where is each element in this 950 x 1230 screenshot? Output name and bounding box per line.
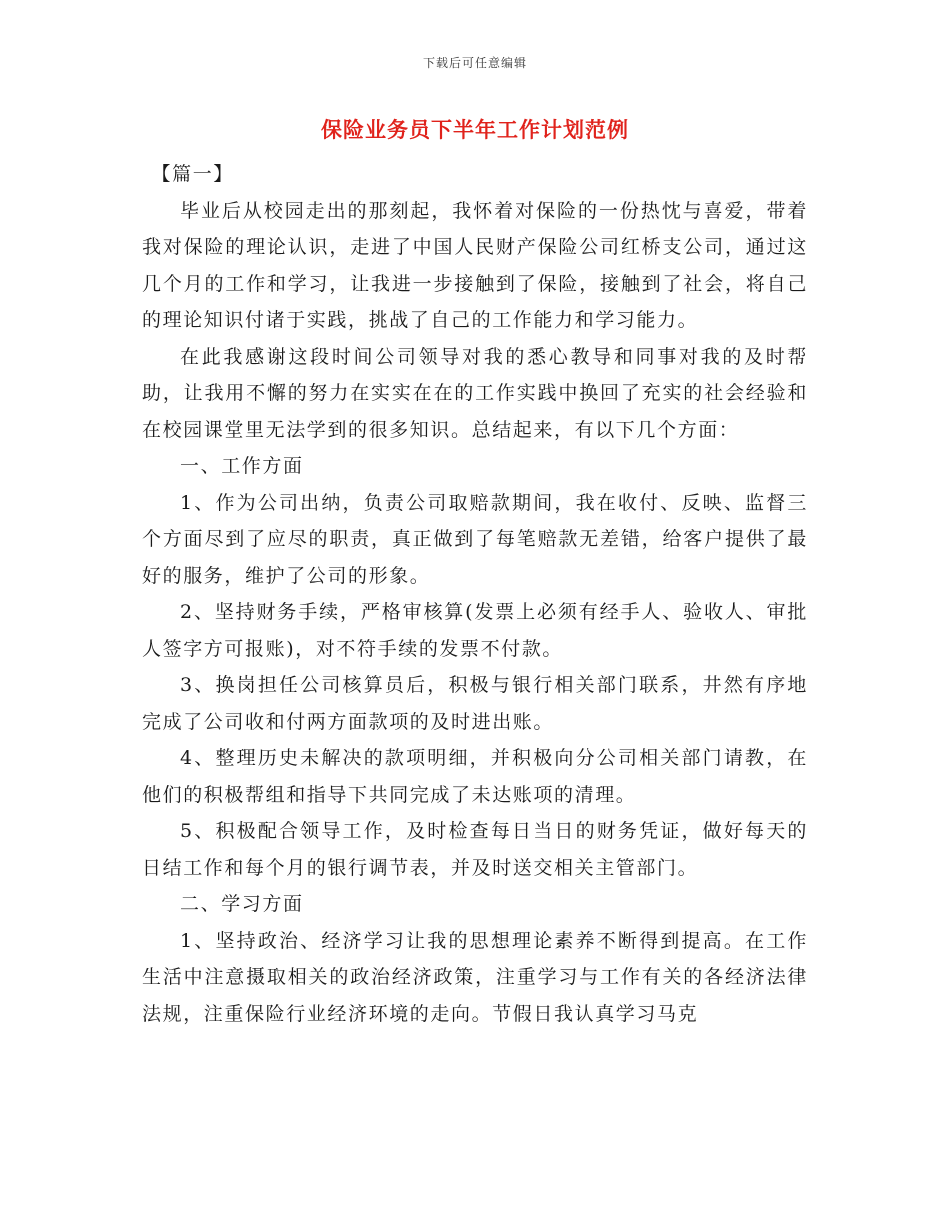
paragraph-work-3: 3、换岗担任公司核算员后，积极与银行相关部门联系，井然有序地完成了公司收和付两方面款项的及时进出账。 (142, 674, 808, 733)
paragraph-work-1: 1、作为公司出纳，负责公司取赔款期间，我在收付、反映、监督三个方面尽到了应尽的职责，真正做到了每笔赔款无差错，给客户提供了最好的服务，维护了公司的形象。 (142, 491, 808, 587)
heading-study: 二、学习方面 (180, 893, 304, 915)
document-title: 保险业务员下半年工作计划范例 (321, 117, 629, 142)
header-note: 下载后可任意编辑 (422, 56, 527, 70)
heading-work: 一、工作方面 (180, 455, 304, 477)
paragraph-work-5: 5、积极配合领导工作，及时检查每日当日的财务凭证，做好每天的日结工作和每个月的银行调节表，并及时送交相关主管部门。 (142, 820, 808, 879)
paragraph-thanks: 在此我感谢这段时间公司领导对我的悉心教导和同事对我的及时帮助，让我用不懈的努力在实实在在的工作实践中换回了充实的社会经验和在校园课堂里无法学到的很多知识。总结起来，有以下几个方面： (142, 345, 808, 441)
paragraph-work-2: 2、坚持财务手续，严格审核算(发票上必须有经手人、验收人、审批人签字方可报账)，对不符手续的发票不付款。 (142, 601, 808, 660)
paragraph-study-1: 1、坚持政治、经济学习让我的思想理论素养不断得到提高。在工作生活中注意摄取相关的政治经济政策，注重学习与工作有关的各经济法律法规，注重保险行业经济环境的走向。节假日我认真学习马克 (142, 929, 808, 1025)
paragraph-work-4: 4、整理历史未解决的款项明细，并积极向分公司相关部门请教，在他们的积极帮组和指导下共同完成了未达账项的清理。 (142, 747, 808, 806)
document-body (142, 156, 808, 1032)
section-tag: 【篇一】 (151, 163, 234, 185)
paragraph-intro: 毕业后从校园走出的那刻起，我怀着对保险的一份热忱与喜爱，带着我对保险的理论认识，走进了中国人民财产保险公司红桥支公司，通过这几个月的工作和学习，让我进一步接触到了保险，接触到了社会，将自己的理论知识付诸于实践，挑战了自己的工作能力和学习能力。 (142, 199, 808, 331)
